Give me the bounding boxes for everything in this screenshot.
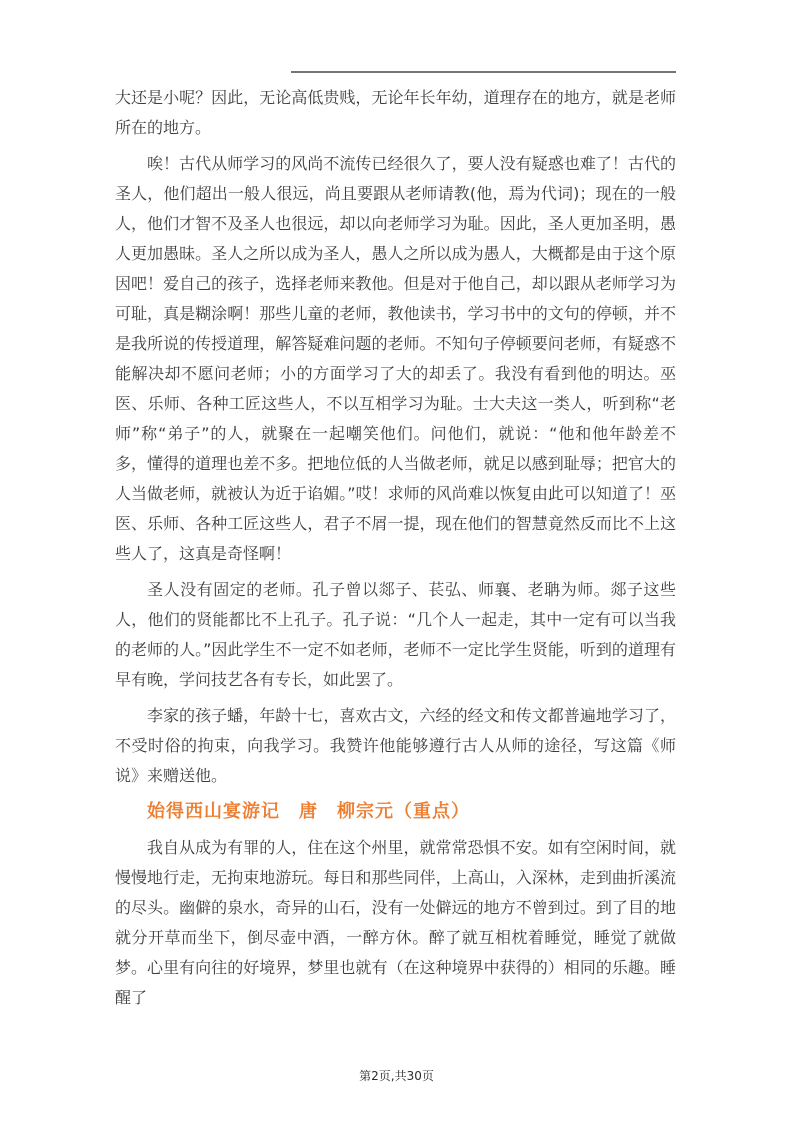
paragraph-shishuo-2: 唉！古代从师学习的风尚不流传已经很久了，要人没有疑惑也难了！古代的圣人，他们超出一般人很远，尚且要跟从老师请教(他，焉为代词)；现在的一般人，他们才智不及圣人也很远，却以向老师学习为耻。因此，圣人更加圣明，愚人更加愚昧。圣人之所以成为圣人，愚人之所以成为愚人，大概都是由于这个原因吧！爱自己的孩子，选择老师来教他。但是对于他自己，却以跟从老师学习为可耻，真是糊涂啊！那些儿童的老师，教他读书，学习书中的文句的停顿，并不是我所说的传授道理，解答疑难问题的老师。不知句子停顿要问老师，有疑惑不能解决却不愿问老师；小的方面学习了大的却丢了。我没有看到他的明达。巫医、乐师、各种工匠这些人，不以互相学习为耻。士大夫这一类人，听到称“老师”称“弟子”的人，就聚在一起嘲笑他们。问他们，就说：“他和他年龄差不多，懂得的道理也差不多。把地位低的人当做老师，就足以感到耻辱；把官大的人当做老师，就被认为近于谄媚。”哎！求师的风尚难以恢复由此可以知道了！巫医、乐师、各种工匠这些人，君子不屑一提，现在他们的智慧竟然反而比不上这些人了，这真是奇怪啊！ — [115, 154, 676, 563]
page-number-footer: 第2页,共30页 — [359, 1069, 434, 1083]
paragraph-xishan-1: 我自从成为有罪的人，住在这个州里，就常常恐惧不安。如有空闲时间，就慢慢地行走，无拘束地游玩。每日和那些同伴，上高山，入深林，走到曲折溪流的尽头。幽僻的泉水，奇异的山石，没有一处僻远的地方不曾到过。到了目的地就分开草而坐下，倒尽壶中酒，一醉方休。醉了就互相枕着睡觉，睡觉了就做梦。心里有向往的好境界，梦里也就有（在这种境界中获得的）相同的乐趣。睡醒了 — [115, 838, 676, 1007]
paragraph-continuation: 大还是小呢？因此，无论高低贵贱，无论年长年幼，道理存在的地方，就是老师所在的地方。 — [115, 88, 676, 137]
section-heading-xishan: 始得西山宴游记 唐 柳宗元（重点） — [147, 801, 470, 822]
paragraph-shishuo-3: 圣人没有固定的老师。孔子曾以郯子、苌弘、师襄、老聃为师。郯子这些人，他们的贤能都比不上孔子。孔子说：“几个人一起走，其中一定有可以当我的老师的人。”因此学生不一定不如老师，老师不一定比学生贤能，听到的道理有早有晚，学问技艺各有专长，如此罢了。 — [115, 580, 676, 689]
document-body — [115, 83, 676, 1019]
header-divider-rule — [291, 71, 676, 73]
paragraph-shishuo-4: 李家的孩子蟠，年龄十七，喜欢古文，六经的经文和传文都普遍地学习了，不受时俗的拘束，向我学习。我赞许他能够遵行古人从师的途径，写这篇《师说》来赠送他。 — [115, 706, 676, 785]
